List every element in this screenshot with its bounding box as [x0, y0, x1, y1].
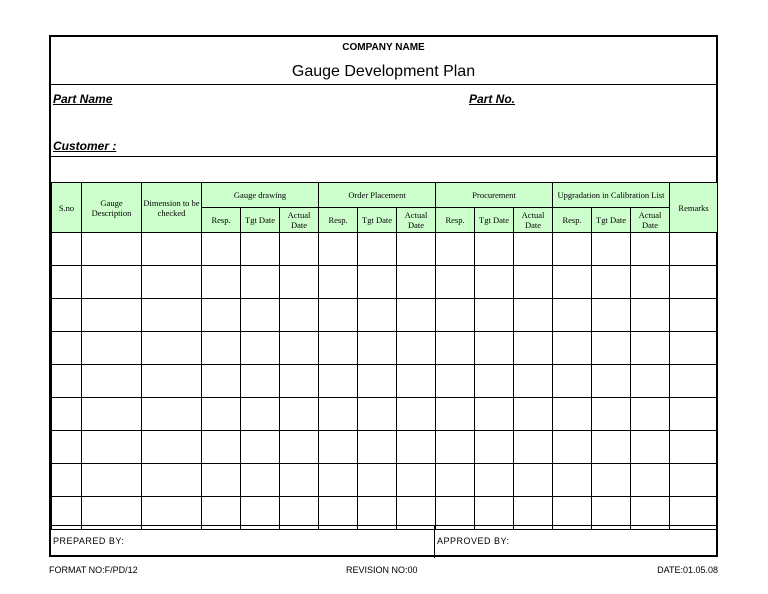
- table-cell[interactable]: [397, 332, 436, 365]
- table-cell[interactable]: [202, 464, 241, 497]
- form-frame: [49, 35, 718, 557]
- table-cell[interactable]: [514, 266, 553, 299]
- table-cell[interactable]: [670, 266, 718, 299]
- revision-no: REVISION NO:00: [346, 565, 418, 575]
- table-cell[interactable]: [514, 398, 553, 431]
- table-cell[interactable]: [397, 365, 436, 398]
- table-cell[interactable]: [436, 398, 475, 431]
- table-cell[interactable]: [592, 365, 631, 398]
- sub-resp: Resp.: [436, 208, 475, 233]
- customer-label: Customer :: [53, 139, 117, 153]
- table-cell[interactable]: [241, 266, 280, 299]
- table-cell[interactable]: [142, 233, 202, 266]
- table-cell[interactable]: [241, 431, 280, 464]
- table-cell[interactable]: [514, 299, 553, 332]
- table-cell[interactable]: [514, 464, 553, 497]
- table-cell[interactable]: [592, 233, 631, 266]
- table-cell[interactable]: [397, 233, 436, 266]
- table-cell[interactable]: [280, 365, 319, 398]
- prepared-by-label: PREPARED BY:: [53, 536, 125, 546]
- info-separator: [51, 156, 716, 157]
- table-row: [52, 431, 718, 464]
- table-cell[interactable]: [670, 431, 718, 464]
- table-cell[interactable]: [397, 431, 436, 464]
- table-cell[interactable]: [436, 233, 475, 266]
- table-cell[interactable]: [631, 332, 670, 365]
- sub-actual-date: Actual Date: [514, 208, 553, 233]
- table-cell[interactable]: [553, 464, 592, 497]
- table-cell[interactable]: [202, 233, 241, 266]
- table-cell[interactable]: [82, 299, 142, 332]
- col-remarks: Remarks: [670, 183, 718, 233]
- group-procurement: Procurement: [436, 183, 553, 208]
- table-cell[interactable]: [592, 431, 631, 464]
- table-cell[interactable]: [52, 464, 82, 497]
- sub-resp: Resp.: [202, 208, 241, 233]
- col-dimension: Dimension to be checked: [142, 183, 202, 233]
- sub-tgt-date: Tgt Date: [475, 208, 514, 233]
- table-cell[interactable]: [241, 464, 280, 497]
- table-cell[interactable]: [280, 464, 319, 497]
- table-cell[interactable]: [358, 431, 397, 464]
- table-cell[interactable]: [52, 365, 82, 398]
- table-cell[interactable]: [553, 398, 592, 431]
- table-cell[interactable]: [319, 332, 358, 365]
- table-cell[interactable]: [436, 299, 475, 332]
- table-cell[interactable]: [475, 266, 514, 299]
- table-cell[interactable]: [358, 233, 397, 266]
- form-date: DATE:01.05.08: [657, 565, 718, 575]
- sub-actual-date: Actual Date: [631, 208, 670, 233]
- table-cell[interactable]: [436, 431, 475, 464]
- table-cell[interactable]: [670, 233, 718, 266]
- table-cell[interactable]: [436, 332, 475, 365]
- table-cell[interactable]: [553, 266, 592, 299]
- table-cell[interactable]: [631, 398, 670, 431]
- table-cell[interactable]: [475, 431, 514, 464]
- table-row: [52, 299, 718, 332]
- table-cell[interactable]: [319, 266, 358, 299]
- table-cell[interactable]: [592, 398, 631, 431]
- table-cell[interactable]: [631, 299, 670, 332]
- sub-resp: Resp.: [319, 208, 358, 233]
- table-cell[interactable]: [241, 398, 280, 431]
- table-cell[interactable]: [319, 431, 358, 464]
- company-name: COMPANY NAME: [342, 42, 425, 53]
- table-cell[interactable]: [82, 431, 142, 464]
- table-cell[interactable]: [592, 332, 631, 365]
- group-order-placement: Order Placement: [319, 183, 436, 208]
- signature-row: [51, 525, 716, 558]
- table-cell[interactable]: [280, 398, 319, 431]
- table-cell[interactable]: [436, 266, 475, 299]
- table-cell[interactable]: [82, 233, 142, 266]
- table-cell[interactable]: [241, 233, 280, 266]
- table-cell[interactable]: [142, 365, 202, 398]
- table-cell[interactable]: [280, 266, 319, 299]
- table-cell[interactable]: [142, 332, 202, 365]
- table-cell[interactable]: [52, 299, 82, 332]
- table-cell[interactable]: [319, 299, 358, 332]
- table-cell[interactable]: [631, 431, 670, 464]
- table-cell[interactable]: [475, 332, 514, 365]
- table-cell[interactable]: [142, 266, 202, 299]
- table-row: [52, 398, 718, 431]
- sub-resp: Resp.: [553, 208, 592, 233]
- table-cell[interactable]: [553, 431, 592, 464]
- table-cell[interactable]: [475, 233, 514, 266]
- col-gauge-description: Gauge Description: [82, 183, 142, 233]
- table-cell[interactable]: [82, 464, 142, 497]
- table-cell[interactable]: [553, 233, 592, 266]
- part-name-label: Part Name: [53, 92, 113, 106]
- table-cell[interactable]: [553, 332, 592, 365]
- table-cell[interactable]: [52, 431, 82, 464]
- table-cell[interactable]: [397, 464, 436, 497]
- table-cell[interactable]: [280, 299, 319, 332]
- table-row: [52, 332, 718, 365]
- table-cell[interactable]: [475, 398, 514, 431]
- table-cell[interactable]: [553, 365, 592, 398]
- table-cell[interactable]: [52, 332, 82, 365]
- table-cell[interactable]: [82, 266, 142, 299]
- table-cell[interactable]: [241, 332, 280, 365]
- table-cell[interactable]: [475, 464, 514, 497]
- table-cell[interactable]: [241, 299, 280, 332]
- table-cell[interactable]: [514, 332, 553, 365]
- format-no: FORMAT NO:F/PD/12: [49, 565, 138, 575]
- table-cell[interactable]: [592, 464, 631, 497]
- table-cell[interactable]: [436, 464, 475, 497]
- table-cell[interactable]: [280, 332, 319, 365]
- table-cell[interactable]: [631, 365, 670, 398]
- table-cell[interactable]: [142, 398, 202, 431]
- table-cell[interactable]: [358, 398, 397, 431]
- table-row: [52, 233, 718, 266]
- table-cell[interactable]: [202, 365, 241, 398]
- table-cell[interactable]: [82, 332, 142, 365]
- table-cell[interactable]: [670, 332, 718, 365]
- col-sno: S.no: [52, 183, 82, 233]
- table-cell[interactable]: [592, 299, 631, 332]
- table-cell[interactable]: [475, 365, 514, 398]
- table-cell[interactable]: [514, 233, 553, 266]
- table-cell[interactable]: [514, 365, 553, 398]
- table-cell[interactable]: [52, 398, 82, 431]
- table-row: [52, 464, 718, 497]
- table-cell[interactable]: [52, 233, 82, 266]
- sub-tgt-date: Tgt Date: [241, 208, 280, 233]
- table-row: [52, 365, 718, 398]
- group-gauge-drawing: Gauge drawing: [202, 183, 319, 208]
- table-cell[interactable]: [670, 464, 718, 497]
- table-cell[interactable]: [592, 266, 631, 299]
- table-cell[interactable]: [397, 266, 436, 299]
- table-cell[interactable]: [631, 464, 670, 497]
- table-cell[interactable]: [358, 365, 397, 398]
- table-cell[interactable]: [202, 332, 241, 365]
- table-cell[interactable]: [82, 365, 142, 398]
- signature-divider: [434, 526, 435, 558]
- table-cell[interactable]: [202, 266, 241, 299]
- table-cell[interactable]: [397, 299, 436, 332]
- table-cell[interactable]: [358, 332, 397, 365]
- table-cell[interactable]: [142, 299, 202, 332]
- table-cell[interactable]: [631, 233, 670, 266]
- table-cell[interactable]: [241, 365, 280, 398]
- table-cell[interactable]: [52, 266, 82, 299]
- table-cell[interactable]: [202, 398, 241, 431]
- table-cell[interactable]: [358, 299, 397, 332]
- table-cell[interactable]: [280, 431, 319, 464]
- table-cell[interactable]: [319, 398, 358, 431]
- form-title: Gauge Development Plan: [51, 59, 716, 85]
- table-cell[interactable]: [319, 464, 358, 497]
- table-cell[interactable]: [436, 365, 475, 398]
- table-cell[interactable]: [280, 233, 319, 266]
- table-cell[interactable]: [319, 365, 358, 398]
- table-cell[interactable]: [142, 431, 202, 464]
- table-cell[interactable]: [397, 398, 436, 431]
- table-cell[interactable]: [142, 464, 202, 497]
- sub-actual-date: Actual Date: [397, 208, 436, 233]
- table-cell[interactable]: [202, 299, 241, 332]
- approved-by-label: APPROVED BY:: [437, 536, 510, 546]
- table-cell[interactable]: [670, 299, 718, 332]
- table-cell[interactable]: [670, 365, 718, 398]
- part-no-label: Part No.: [469, 92, 516, 106]
- table-cell[interactable]: [475, 299, 514, 332]
- sub-actual-date: Actual Date: [280, 208, 319, 233]
- table-cell[interactable]: [358, 266, 397, 299]
- table-cell[interactable]: [553, 299, 592, 332]
- table-cell[interactable]: [631, 266, 670, 299]
- table-cell[interactable]: [82, 398, 142, 431]
- group-upgradation: Upgradation in Calibration List: [553, 183, 670, 208]
- table-row: [52, 266, 718, 299]
- table-cell[interactable]: [202, 431, 241, 464]
- table-cell[interactable]: [670, 398, 718, 431]
- sub-tgt-date: Tgt Date: [358, 208, 397, 233]
- table-cell[interactable]: [358, 464, 397, 497]
- sub-tgt-date: Tgt Date: [592, 208, 631, 233]
- plan-table: [51, 182, 718, 530]
- table-cell[interactable]: [514, 431, 553, 464]
- table-cell[interactable]: [319, 233, 358, 266]
